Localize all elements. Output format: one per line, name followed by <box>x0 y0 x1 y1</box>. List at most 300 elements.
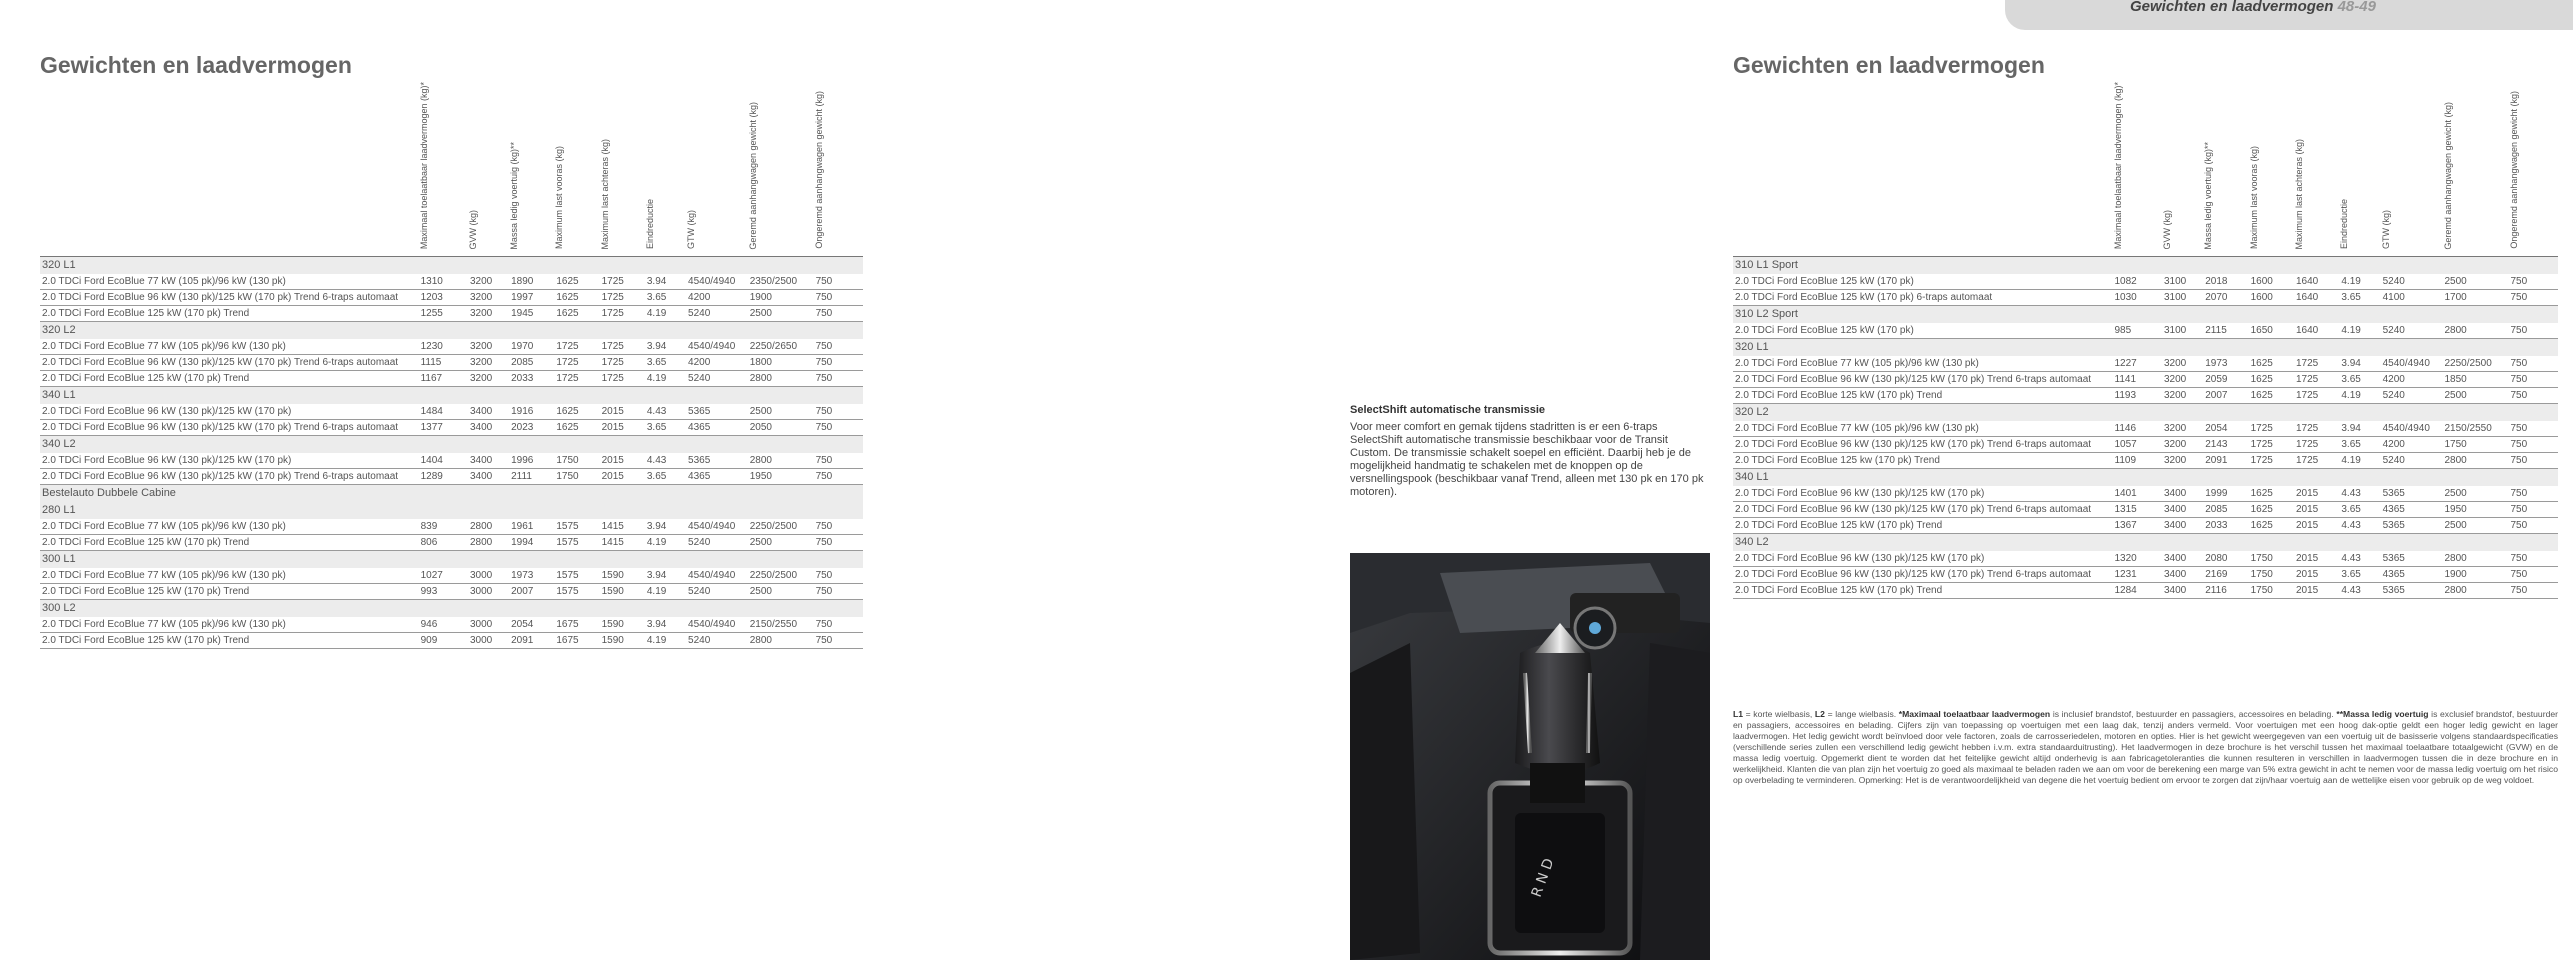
engine-cell: 2.0 TDCi Ford EcoBlue 96 kW (130 pk)/125 kW (170 pk) Trend 6-traps automaat <box>1733 372 2113 388</box>
value-cell: 750 <box>2509 372 2559 388</box>
column-header <box>509 82 554 257</box>
engine-cell: 2.0 TDCi Ford EcoBlue 96 kW (130 pk)/125 kW (170 pk) Trend 6-traps automaat <box>1733 567 2113 583</box>
value-cell: 3400 <box>2162 551 2203 567</box>
value-cell: 4200 <box>686 355 748 371</box>
engine-cell: 2.0 TDCi Ford EcoBlue 125 kW (170 pk) <box>1733 274 2113 290</box>
value-cell: 2015 <box>2294 551 2339 567</box>
page-numbers: 48-49 <box>2337 0 2376 15</box>
value-cell: 1961 <box>509 519 554 535</box>
value-cell: 5365 <box>2381 583 2443 599</box>
value-cell: 1057 <box>2113 437 2163 453</box>
gear-shifter-photo <box>1350 553 1710 960</box>
value-cell: 1255 <box>419 306 468 322</box>
value-cell: 750 <box>2509 583 2559 599</box>
value-cell: 4540/4940 <box>2381 356 2443 372</box>
value-cell: 2500 <box>2443 486 2509 502</box>
column-header <box>468 82 509 257</box>
column-header-label: Maximum last vooras (kg) <box>2248 146 2259 250</box>
value-cell: 1289 <box>419 469 468 485</box>
column-header <box>2162 82 2203 257</box>
value-cell: 2500 <box>748 535 814 551</box>
value-cell: 3.94 <box>645 617 686 633</box>
value-cell: 2800 <box>2443 551 2509 567</box>
value-cell: 5240 <box>686 371 748 387</box>
value-cell: 1945 <box>509 306 554 322</box>
column-header-label: Ongeremd aanhangwagen gewicht (kg) <box>2508 91 2519 250</box>
engine-cell: 2.0 TDCi Ford EcoBlue 77 kW (105 pk)/96 kW (130 pk) <box>40 617 419 633</box>
value-cell: 2500 <box>748 306 814 322</box>
group-header-row <box>1733 469 2558 487</box>
column-header-label: Maximaal toelaatbaar laadvermogen (kg)* <box>418 82 429 250</box>
value-cell: 1625 <box>2249 502 2294 518</box>
value-cell: 3400 <box>468 469 509 485</box>
value-cell: 1146 <box>2113 421 2163 437</box>
value-cell: 1231 <box>2113 567 2163 583</box>
value-cell: 3000 <box>468 568 509 584</box>
right-weights-table <box>1733 82 2558 599</box>
footnote-l1-text: = korte wielbasis, <box>1743 709 1815 719</box>
group-header-row <box>40 600 863 618</box>
value-cell: 1725 <box>600 371 645 387</box>
value-cell: 4.19 <box>645 306 686 322</box>
value-cell: 3200 <box>468 274 509 290</box>
value-cell: 3400 <box>2162 518 2203 534</box>
column-header <box>2339 82 2380 257</box>
engine-cell: 2.0 TDCi Ford EcoBlue 77 kW (105 pk)/96 kW (130 pk) <box>40 339 419 355</box>
value-cell: 750 <box>814 404 863 420</box>
engine-cell: 2.0 TDCi Ford EcoBlue 125 kW (170 pk) Trend <box>1733 583 2113 599</box>
table-row <box>1733 372 2558 388</box>
table-row <box>40 355 863 371</box>
column-header-label: Eindreductie <box>2339 199 2350 250</box>
value-cell: 1997 <box>509 290 554 306</box>
value-cell: 1167 <box>419 371 468 387</box>
group-label: Bestelauto Dubbele Cabine <box>40 485 863 503</box>
table-row <box>40 339 863 355</box>
value-cell: 1575 <box>554 584 599 600</box>
value-cell: 1725 <box>2249 437 2294 453</box>
value-cell: 2080 <box>2203 551 2248 567</box>
value-cell: 1227 <box>2113 356 2163 372</box>
value-cell: 1320 <box>2113 551 2163 567</box>
value-cell: 2800 <box>748 453 814 469</box>
value-cell: 1625 <box>2249 388 2294 404</box>
value-cell: 2800 <box>2443 453 2509 469</box>
value-cell: 2015 <box>600 420 645 436</box>
value-cell: 750 <box>814 535 863 551</box>
engine-cell: 2.0 TDCi Ford EcoBlue 125 kW (170 pk) Trend <box>1733 518 2113 534</box>
value-cell: 3.65 <box>2339 437 2380 453</box>
value-cell: 2143 <box>2203 437 2248 453</box>
value-cell: 4.19 <box>645 633 686 649</box>
value-cell: 3100 <box>2162 274 2203 290</box>
value-cell: 3100 <box>2162 323 2203 339</box>
value-cell: 750 <box>814 371 863 387</box>
value-cell: 750 <box>2509 551 2559 567</box>
group-label: 280 L1 <box>40 502 863 519</box>
value-cell: 2800 <box>468 519 509 535</box>
value-cell: 1725 <box>600 339 645 355</box>
value-cell: 2350/2500 <box>748 274 814 290</box>
value-cell: 750 <box>814 339 863 355</box>
value-cell: 750 <box>2509 323 2559 339</box>
footnote-l2-label: L2 <box>1814 709 1825 719</box>
value-cell: 1625 <box>554 274 599 290</box>
table-row <box>40 469 863 485</box>
column-header-label: GVW (kg) <box>2162 209 2172 250</box>
value-cell: 750 <box>814 584 863 600</box>
column-header-label: Massa ledig voertuig (kg)** <box>509 141 520 250</box>
value-cell: 1850 <box>2443 372 2509 388</box>
engine-cell: 2.0 TDCi Ford EcoBlue 125 kw (170 pk) Trend <box>1733 453 2113 469</box>
value-cell: 2091 <box>509 633 554 649</box>
value-cell: 4200 <box>2381 372 2443 388</box>
table-row <box>40 306 863 322</box>
table-row <box>40 519 863 535</box>
value-cell: 1590 <box>600 584 645 600</box>
value-cell: 750 <box>814 617 863 633</box>
value-cell: 4200 <box>2381 437 2443 453</box>
value-cell: 1640 <box>2294 274 2339 290</box>
value-cell: 1970 <box>509 339 554 355</box>
value-cell: 1625 <box>554 290 599 306</box>
value-cell: 1725 <box>2294 437 2339 453</box>
group-header-row <box>40 436 863 454</box>
value-cell: 1750 <box>554 453 599 469</box>
value-cell: 2015 <box>2294 583 2339 599</box>
engine-cell: 2.0 TDCi Ford EcoBlue 77 kW (105 pk)/96 kW (130 pk) <box>40 568 419 584</box>
value-cell: 2015 <box>600 469 645 485</box>
value-cell: 3.65 <box>2339 290 2380 306</box>
value-cell: 750 <box>814 290 863 306</box>
value-cell: 5240 <box>2381 274 2443 290</box>
table-row <box>1733 551 2558 567</box>
column-header-label: Geremd aanhangwagen gewicht (kg) <box>747 101 758 250</box>
engine-cell: 2.0 TDCi Ford EcoBlue 96 kW (130 pk)/125 kW (170 pk) Trend 6-traps automaat <box>40 355 419 371</box>
value-cell: 5240 <box>2381 323 2443 339</box>
value-cell: 3200 <box>2162 421 2203 437</box>
value-cell: 1230 <box>419 339 468 355</box>
value-cell: 750 <box>2509 567 2559 583</box>
value-cell: 2054 <box>509 617 554 633</box>
value-cell: 4540/4940 <box>686 339 748 355</box>
engine-cell: 2.0 TDCi Ford EcoBlue 77 kW (105 pk)/96 kW (130 pk) <box>40 274 419 290</box>
value-cell: 3000 <box>468 617 509 633</box>
table-row <box>1733 518 2558 534</box>
value-cell: 4540/4940 <box>2381 421 2443 437</box>
value-cell: 5365 <box>2381 551 2443 567</box>
value-cell: 1725 <box>600 274 645 290</box>
value-cell: 4100 <box>2381 290 2443 306</box>
engine-cell: 2.0 TDCi Ford EcoBlue 96 kW (130 pk)/125 kW (170 pk) Trend 6-traps automaat <box>1733 437 2113 453</box>
value-cell: 1675 <box>554 633 599 649</box>
value-cell: 1800 <box>748 355 814 371</box>
group-label: 300 L2 <box>40 600 863 618</box>
column-header-label: GTW (kg) <box>2380 210 2391 250</box>
column-header-label: GTW (kg) <box>686 210 697 250</box>
value-cell: 1310 <box>419 274 468 290</box>
table-row <box>40 584 863 600</box>
table-header-row <box>1733 82 2558 257</box>
value-cell: 985 <box>2113 323 2163 339</box>
value-cell: 3.94 <box>645 274 686 290</box>
engine-cell: 2.0 TDCi Ford EcoBlue 96 kW (130 pk)/125 kW (170 pk) Trend 6-traps automaat <box>40 420 419 436</box>
value-cell: 750 <box>2509 486 2559 502</box>
value-cell: 1900 <box>748 290 814 306</box>
column-header <box>1733 82 2113 257</box>
table-header-row <box>40 82 863 257</box>
value-cell: 750 <box>814 306 863 322</box>
value-cell: 1625 <box>554 420 599 436</box>
value-cell: 2800 <box>748 371 814 387</box>
value-cell: 2250/2500 <box>748 519 814 535</box>
value-cell: 1284 <box>2113 583 2163 599</box>
engine-cell: 2.0 TDCi Ford EcoBlue 96 kW (130 pk)/125 kW (170 pk) <box>1733 551 2113 567</box>
value-cell: 1750 <box>2443 437 2509 453</box>
table-row <box>1733 274 2558 290</box>
value-cell: 750 <box>2509 388 2559 404</box>
value-cell: 3.94 <box>2339 356 2380 372</box>
column-header <box>2113 82 2163 257</box>
group-header-row <box>1733 306 2558 324</box>
value-cell: 2150/2550 <box>748 617 814 633</box>
group-header-row <box>40 387 863 405</box>
value-cell: 1640 <box>2294 290 2339 306</box>
engine-cell: 2.0 TDCi Ford EcoBlue 96 kW (130 pk)/125 kW (170 pk) Trend 6-traps automaat <box>1733 502 2113 518</box>
value-cell: 1750 <box>2249 567 2294 583</box>
value-cell: 5365 <box>686 404 748 420</box>
value-cell: 2015 <box>600 453 645 469</box>
value-cell: 1600 <box>2249 290 2294 306</box>
column-header <box>2294 82 2339 257</box>
value-cell: 909 <box>419 633 468 649</box>
value-cell: 3200 <box>2162 388 2203 404</box>
value-cell: 4.19 <box>645 371 686 387</box>
value-cell: 2018 <box>2203 274 2248 290</box>
group-label: 300 L1 <box>40 551 863 569</box>
footnote-l1-label: L1 <box>1733 709 1744 719</box>
engine-cell: 2.0 TDCi Ford EcoBlue 125 kW (170 pk) Trend <box>40 584 419 600</box>
svg-text:R N D: R N D <box>1528 856 1558 900</box>
value-cell: 1404 <box>419 453 468 469</box>
value-cell: 750 <box>2509 421 2559 437</box>
value-cell: 1484 <box>419 404 468 420</box>
value-cell: 806 <box>419 535 468 551</box>
column-header <box>2249 82 2294 257</box>
value-cell: 2169 <box>2203 567 2248 583</box>
group-header-row <box>1733 404 2558 422</box>
value-cell: 2085 <box>2203 502 2248 518</box>
column-header-label: Eindreductie <box>644 199 655 250</box>
group-header-row <box>40 322 863 340</box>
footnote <box>1733 709 2558 786</box>
value-cell: 1625 <box>2249 486 2294 502</box>
value-cell: 4365 <box>686 469 748 485</box>
value-cell: 1999 <box>2203 486 2248 502</box>
engine-cell: 2.0 TDCi Ford EcoBlue 77 kW (105 pk)/96 kW (130 pk) <box>40 519 419 535</box>
value-cell: 1973 <box>2203 356 2248 372</box>
value-cell: 2500 <box>2443 388 2509 404</box>
value-cell: 5365 <box>686 453 748 469</box>
value-cell: 3400 <box>2162 567 2203 583</box>
value-cell: 5240 <box>686 535 748 551</box>
value-cell: 4.19 <box>645 584 686 600</box>
value-cell: 3200 <box>468 290 509 306</box>
value-cell: 1109 <box>2113 453 2163 469</box>
value-cell: 2800 <box>2443 583 2509 599</box>
column-header-label: Maximum last achteras (kg) <box>599 138 610 250</box>
table-row <box>1733 290 2558 306</box>
value-cell: 1625 <box>2249 518 2294 534</box>
column-header-label: Maximaal toelaatbaar laadvermogen (kg)* <box>2112 82 2123 250</box>
value-cell: 750 <box>814 355 863 371</box>
value-cell: 3400 <box>468 404 509 420</box>
value-cell: 2033 <box>509 371 554 387</box>
column-header <box>2203 82 2248 257</box>
value-cell: 3.65 <box>2339 372 2380 388</box>
table-row <box>1733 486 2558 502</box>
value-cell: 1315 <box>2113 502 2163 518</box>
group-header-row <box>40 551 863 569</box>
table-row <box>40 633 863 649</box>
value-cell: 2800 <box>468 535 509 551</box>
value-cell: 4.43 <box>645 404 686 420</box>
value-cell: 5240 <box>2381 388 2443 404</box>
value-cell: 1750 <box>2249 551 2294 567</box>
value-cell: 3.65 <box>645 290 686 306</box>
column-header <box>600 82 645 257</box>
value-cell: 750 <box>2509 356 2559 372</box>
value-cell: 4.43 <box>2339 518 2380 534</box>
group-label: 310 L1 Sport <box>1733 257 2558 275</box>
value-cell: 2085 <box>509 355 554 371</box>
value-cell: 1377 <box>419 420 468 436</box>
value-cell: 750 <box>814 519 863 535</box>
value-cell: 1725 <box>600 306 645 322</box>
table-row <box>1733 323 2558 339</box>
value-cell: 1725 <box>2249 421 2294 437</box>
engine-cell: 2.0 TDCi Ford EcoBlue 96 kW (130 pk)/125 kW (170 pk) Trend 6-traps automaat <box>40 290 419 306</box>
value-cell: 1750 <box>2249 583 2294 599</box>
value-cell: 4.43 <box>2339 583 2380 599</box>
value-cell: 3000 <box>468 633 509 649</box>
value-cell: 1115 <box>419 355 468 371</box>
value-cell: 3200 <box>468 371 509 387</box>
column-header <box>686 82 748 257</box>
value-cell: 1675 <box>554 617 599 633</box>
value-cell: 1900 <box>2443 567 2509 583</box>
engine-cell: 2.0 TDCi Ford EcoBlue 96 kW (130 pk)/125 kW (170 pk) Trend 6-traps automaat <box>40 469 419 485</box>
value-cell: 5365 <box>2381 486 2443 502</box>
column-header-label: Maximum last vooras (kg) <box>554 146 565 250</box>
table-row <box>1733 583 2558 599</box>
value-cell: 3.65 <box>645 420 686 436</box>
value-cell: 2250/2500 <box>748 568 814 584</box>
value-cell: 1415 <box>600 519 645 535</box>
value-cell: 4200 <box>686 290 748 306</box>
value-cell: 4540/4940 <box>686 568 748 584</box>
table-row <box>40 274 863 290</box>
group-header-row <box>1733 534 2558 552</box>
value-cell: 993 <box>419 584 468 600</box>
value-cell: 1590 <box>600 568 645 584</box>
table-row <box>40 453 863 469</box>
table-row <box>1733 437 2558 453</box>
table-row <box>40 535 863 551</box>
value-cell: 3400 <box>468 420 509 436</box>
table-row <box>40 617 863 633</box>
column-header <box>2381 82 2443 257</box>
group-label: 320 L1 <box>40 257 863 275</box>
value-cell: 4.19 <box>2339 388 2380 404</box>
engine-cell: 2.0 TDCi Ford EcoBlue 125 kW (170 pk) Trend <box>40 371 419 387</box>
column-header-label: Ongeremd aanhangwagen gewicht (kg) <box>813 91 824 250</box>
value-cell: 5240 <box>2381 453 2443 469</box>
right-page-title: Gewichten en laadvermogen <box>1733 52 2045 78</box>
value-cell: 1625 <box>554 306 599 322</box>
value-cell: 4.43 <box>2339 486 2380 502</box>
value-cell: 2015 <box>2294 502 2339 518</box>
value-cell: 750 <box>814 453 863 469</box>
value-cell: 1725 <box>554 339 599 355</box>
value-cell: 2800 <box>748 633 814 649</box>
column-header <box>748 82 814 257</box>
value-cell: 1650 <box>2249 323 2294 339</box>
left-weights-table <box>40 82 863 649</box>
engine-cell: 2.0 TDCi Ford EcoBlue 77 kW (105 pk)/96 kW (130 pk) <box>1733 421 2113 437</box>
engine-cell: 2.0 TDCi Ford EcoBlue 125 kW (170 pk) Trend <box>40 633 419 649</box>
section-header-title: Gewichten en laadvermogen <box>2130 0 2334 15</box>
column-header <box>40 82 419 257</box>
value-cell: 750 <box>814 469 863 485</box>
value-cell: 750 <box>2509 274 2559 290</box>
value-cell: 1640 <box>2294 323 2339 339</box>
value-cell: 2091 <box>2203 453 2248 469</box>
footnote-massa-label: **Massa ledig voertuig <box>2336 709 2429 719</box>
value-cell: 3200 <box>468 355 509 371</box>
engine-cell: 2.0 TDCi Ford EcoBlue 125 kW (170 pk) Trend <box>40 535 419 551</box>
value-cell: 2033 <box>2203 518 2248 534</box>
value-cell: 5240 <box>686 306 748 322</box>
column-header <box>814 82 863 257</box>
value-cell: 5240 <box>686 633 748 649</box>
engine-cell: 2.0 TDCi Ford EcoBlue 125 kW (170 pk) Trend <box>1733 388 2113 404</box>
value-cell: 1600 <box>2249 274 2294 290</box>
value-cell: 1994 <box>509 535 554 551</box>
value-cell: 750 <box>814 633 863 649</box>
column-header-label: Geremd aanhangwagen gewicht (kg) <box>2442 101 2453 250</box>
engine-cell: 2.0 TDCi Ford EcoBlue 96 kW (130 pk)/125 kW (170 pk) <box>40 453 419 469</box>
value-cell: 2250/2650 <box>748 339 814 355</box>
value-cell: 4.19 <box>2339 323 2380 339</box>
value-cell: 1916 <box>509 404 554 420</box>
value-cell: 3.94 <box>645 519 686 535</box>
value-cell: 1725 <box>600 355 645 371</box>
value-cell: 2500 <box>2443 274 2509 290</box>
engine-cell: 2.0 TDCi Ford EcoBlue 125 kW (170 pk) 6-traps automaat <box>1733 290 2113 306</box>
value-cell: 1725 <box>2294 388 2339 404</box>
value-cell: 1027 <box>419 568 468 584</box>
value-cell: 1030 <box>2113 290 2163 306</box>
table-row <box>1733 356 2558 372</box>
value-cell: 1890 <box>509 274 554 290</box>
value-cell: 2500 <box>2443 518 2509 534</box>
value-cell: 3400 <box>2162 583 2203 599</box>
value-cell: 1625 <box>2249 372 2294 388</box>
table-row <box>1733 421 2558 437</box>
value-cell: 750 <box>2509 437 2559 453</box>
group-label: 340 L1 <box>40 387 863 405</box>
